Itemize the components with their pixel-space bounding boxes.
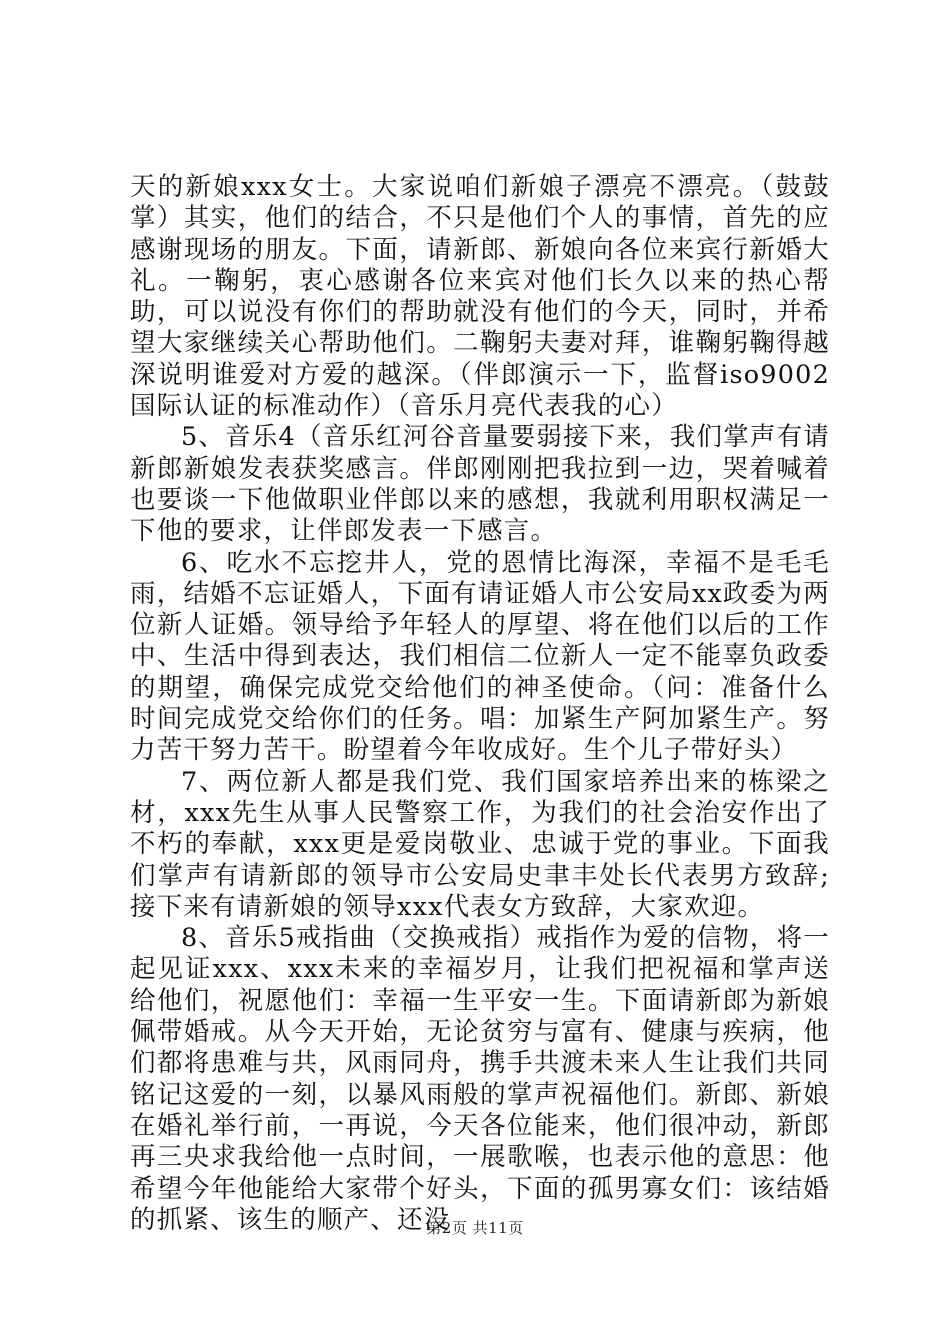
- page-number-label: 第2页 共11页: [426, 1219, 524, 1237]
- paragraph-continuation: 天的新娘xxx女士。大家说咱们新娘子漂亮不漂亮。（鼓鼓掌）其实，他们的结合，不只是他们个人的事情，首先的应感谢现场的朋友。下面，请新郎、新娘向各位来宾行新婚大礼。一鞠躬，衷心感谢各位来宾对他们长久以来的热心帮助，可以说没有你们的帮助就没有他们的今天，同时，并希望大家继续关心帮助他们。二鞠躬夫妻对拜，谁鞠躬鞠得越深说明谁爱对方爱的越深。（伴郎演示一下，监督iso9002国际认证的标准动作）（音乐月亮代表我的心）: [130, 172, 830, 422]
- page-footer: [0, 1218, 950, 1238]
- document-body: [130, 172, 830, 1236]
- paragraph-item-7: 7、两位新人都是我们党、我们国家培养出来的栋梁之材，xxx先生从事人民警察工作，为我们的社会治安作出了不朽的奉献，xxx更是爱岗敬业、忠诚于党的事业。下面我们掌声有请新郎的领导市公安局史聿丰处长代表男方致辞;接下来有请新娘的领导xxx代表女方致辞，大家欢迎。: [130, 766, 830, 922]
- paragraph-item-8: 8、音乐5戒指曲（交换戒指）戒指作为爱的信物，将一起见证xxx、xxx未来的幸福岁月，让我们把祝福和掌声送给他们，祝愿他们：幸福一生平安一生。下面请新郎为新娘佩带婚戒。从今天开始，无论贫穷与富有、健康与疾病，他们都将患难与共，风雨同舟，携手共渡未来人生让我们共同铭记这爱的一刻，以暴风雨般的掌声祝福他们。新郎、新娘在婚礼举行前，一再说，今天各位能来，他们很冲动，新郎再三央求我给他一点时间，一展歌喉，也表示他的意思：他希望今年他能给大家带个好头，下面的孤男寡女们：该结婚的抓紧、该生的顺产、还没: [130, 923, 830, 1235]
- paragraph-item-5: 5、音乐4（音乐红河谷音量要弱接下来，我们掌声有请新郎新娘发表获奖感言。伴郎刚刚把我拉到一边，哭着喊着也要谈一下他做职业伴郎以来的感想，我就利用职权满足一下他的要求，让伴郎发表一下感言。: [130, 422, 830, 547]
- paragraph-item-6: 6、吃水不忘挖井人，党的恩情比海深，幸福不是毛毛雨，结婚不忘证婚人，下面有请证婚人市公安局xx政委为两位新人证婚。领导给予年轻人的厚望、将在他们以后的工作中、生活中得到表达，我们相信二位新人一定不能辜负政委的期望，确保完成党交给他们的神圣使命。（问：准备什么时间完成党交给你们的任务。唱：加紧生产阿加紧生产。努力苦干努力苦干。盼望着今年收成好。生个儿子带好头）: [130, 547, 830, 766]
